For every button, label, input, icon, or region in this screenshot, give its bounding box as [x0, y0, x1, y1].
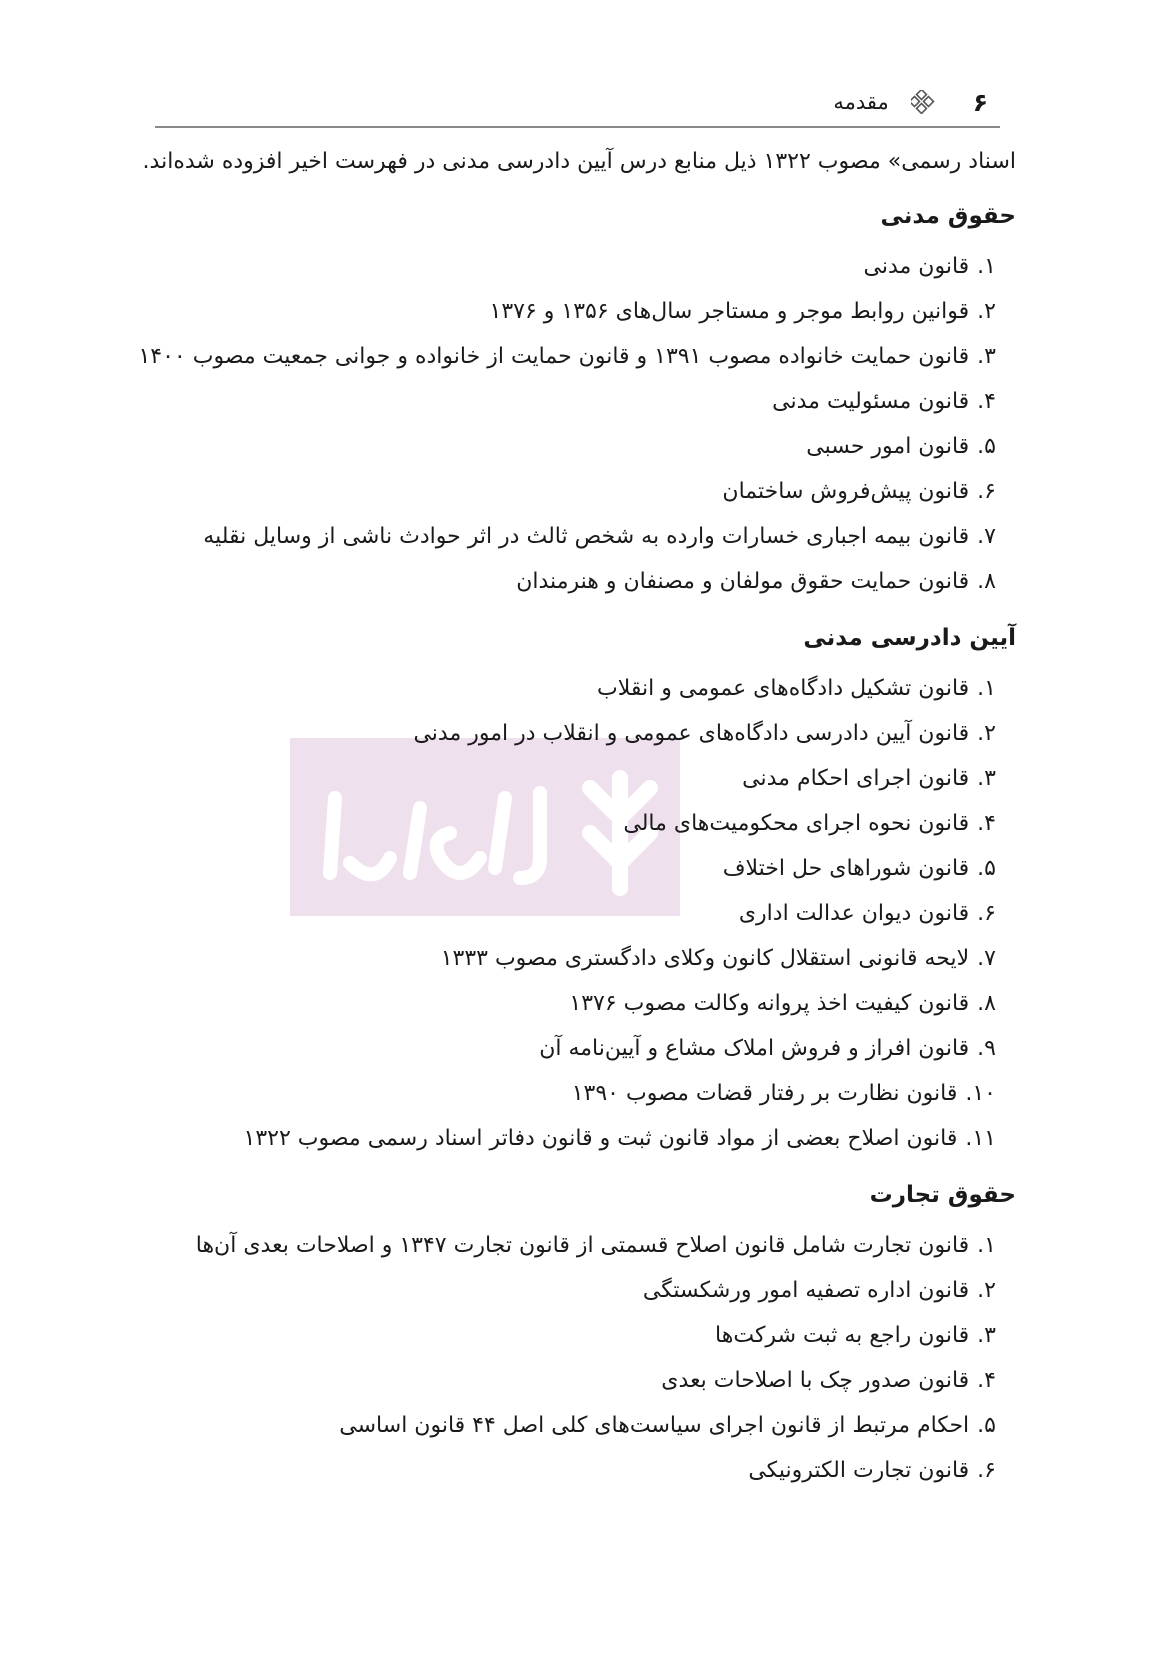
running-title: مقدمه	[833, 90, 889, 114]
section-title-commercial-law: حقوق تجارت	[869, 1182, 1016, 1208]
list-item: ۴.قانون نحوه اجرای محکومیت‌های مالی	[623, 811, 996, 836]
civil-procedure-list	[150, 666, 1016, 1161]
commercial-law-list	[150, 1223, 1016, 1493]
intro-paragraph: اسناد رسمی» مصوب ۱۳۲۲ ذیل منابع درس آیین دادرسی مدنی در فهرست اخیر افزوده شده‌اند.	[142, 149, 1016, 174]
list-item: ۷.قانون بیمه اجباری خسارات وارده به شخص ثالث در اثر حوادث ناشی از وسایل نقلیه	[203, 524, 996, 549]
list-item: ۴.قانون صدور چک با اصلاحات بعدی	[661, 1368, 996, 1393]
list-item: ۱۰.قانون نظارت بر رفتار قضات مصوب ۱۳۹۰	[571, 1081, 996, 1106]
list-item: ۱.قانون تشکیل دادگاه‌های عمومی و انقلاب	[597, 676, 996, 701]
list-item: ۶.قانون دیوان عدالت اداری	[738, 901, 996, 926]
list-item: ۸.قانون کیفیت اخذ پروانه وکالت مصوب ۱۳۷۶	[569, 991, 996, 1016]
section-title-civil-procedure: آیین دادرسی مدنی	[803, 625, 1016, 651]
list-item: ۵.قانون امور حسبی	[806, 434, 996, 459]
list-item: ۶.قانون تجارت الکترونیکی	[748, 1458, 996, 1483]
list-item: ۳.قانون حمایت خانواده مصوب ۱۳۹۱ و قانون حمایت از خانواده و جوانی جمعیت مصوب ۱۴۰۰	[138, 344, 996, 369]
list-item: ۷.لایحه قانونی استقلال کانون وکلای دادگستری مصوب ۱۳۳۳	[440, 946, 996, 971]
list-item: ۲.قوانین روابط موجر و مستاجر سال‌های ۱۳۵۶ و ۱۳۷۶	[489, 299, 996, 324]
list-item: ۲.قانون اداره تصفیه امور ورشکستگی	[642, 1278, 996, 1303]
page-content	[138, 142, 1016, 1505]
list-item: ۹.قانون افراز و فروش املاک مشاع و آیین‌نامه آن	[539, 1036, 996, 1061]
list-item: ۱۱.قانون اصلاح بعضی از مواد قانون ثبت و قانون دفاتر اسناد رسمی مصوب ۱۳۲۲	[243, 1126, 996, 1151]
list-item: ۳.قانون راجع به ثبت شرکت‌ها	[715, 1323, 996, 1348]
list-item: ۱.قانون تجارت شامل قانون اصلاح قسمتی از قانون تجارت ۱۳۴۷ و اصلاحات بعدی آن‌ها	[195, 1233, 996, 1258]
list-item: ۳.قانون اجرای احکام مدنی	[742, 766, 996, 791]
civil-law-list	[138, 244, 1016, 604]
page-number: ۶	[972, 87, 988, 117]
list-item: ۶.قانون پیش‌فروش ساختمان	[722, 479, 996, 504]
list-item: ۱.قانون مدنی	[863, 254, 996, 279]
list-item: ۲.قانون آیین دادرسی دادگاه‌های عمومی و انقلاب در امور مدنی	[413, 721, 996, 746]
section-title-civil-law: حقوق مدنی	[880, 203, 1016, 229]
list-item: ۸.قانون حمایت حقوق مولفان و مصنفان و هنرمندان	[516, 569, 996, 594]
list-item: ۵.قانون شوراهای حل اختلاف	[722, 856, 996, 881]
page-header	[155, 78, 1000, 128]
diamond-ornament-icon	[911, 90, 935, 114]
list-item: ۵.احکام مرتبط از قانون اجرای سیاست‌های کلی اصل ۴۴ قانون اساسی	[339, 1413, 996, 1438]
list-item: ۴.قانون مسئولیت مدنی	[772, 389, 996, 414]
